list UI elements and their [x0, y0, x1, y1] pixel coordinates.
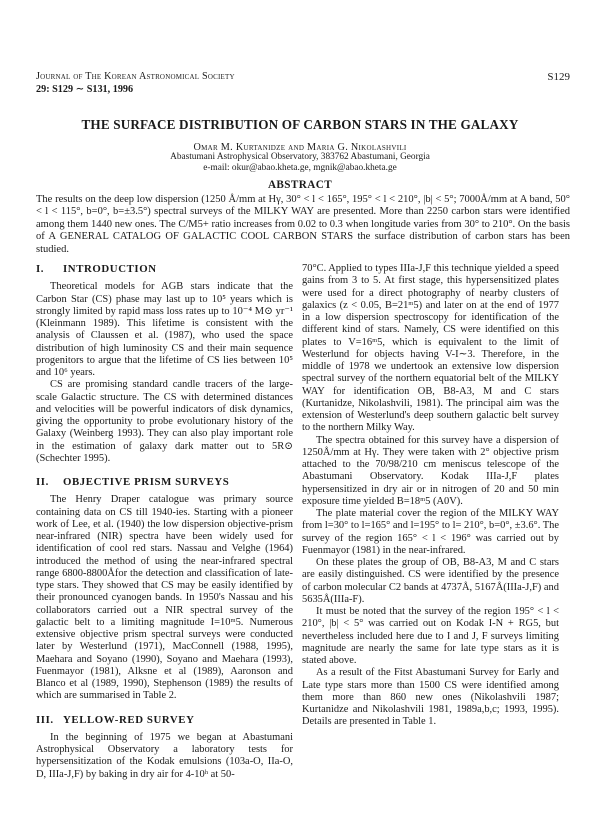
- abstract-text: The results on the deep low dispersion (1250 Å/mm at Hγ, 30° < l < 165°, 195° < l < 210°, |b| < 5°; 7000Å/mm at A band, 50° < l < 115°, b=0°, b=±3.5°) spectral surveys of the MILKY WAY are presented. More than 2250 carbon stars were identified among them 1440 new ones. The C/M5+ ratio increases from 0.02 to 0.3 when longitude varies from 30° to 210°. On the basis of A GENERAL CATALOG OF GALACTIC COOL CARBON STARS the surface distribution of carbon stars has been studied.: [36, 194, 570, 255]
- section-title: YELLOW-RED SURVEY: [63, 713, 195, 726]
- email: e-mail: okur@abao.kheta.ge, mgnik@abao.kheta.ge: [203, 162, 397, 173]
- section-title: OBJECTIVE PRISM SURVEYS: [63, 476, 230, 488]
- paragraph: As a result of the Fitst Abastumani Survey for Early and Late type stars more than 1500 CS were identified among them more than 860 new ones (Nikolashvili 1987; Kurtanidze and Nikolashvili 1981, 1989a,b,c; 1993, 1995). Details are presented in Table 1.: [302, 667, 559, 728]
- left-column: [36, 263, 293, 781]
- affiliation-block: [20, 152, 580, 173]
- paragraph: Theoretical models for AGB stars indicate that the Carbon Star (CS) phase may last up to 10⁵ years which is strongly limited by rapid mass loss rates up to 10⁻⁴ M⊙ yr⁻¹ (Kleinmann 1989). This lifetime is consistent with the analysis of Claussen et al. (1987), who used the space distribution of high luminosity CS and their main sequence progenitors to argue that the lifetime of CS lies between 10⁵ and 10⁶ years.: [36, 281, 293, 378]
- section-number: II.: [36, 476, 49, 488]
- paragraph: It must be noted that the survey of the region 195° < l < 210°, |b| < 5° was carried out on Kodak I-N + RG5, but nevertheless included here due to I and J, F surveys limiting magnitude are nearly the same for late type stars as it is stated above.: [302, 606, 559, 666]
- paragraph: On these plates the group of OB, B8-A3, M and C stars are easily distinguished. CS were identified by the presence of carbon molecular C2 bands at 4737Å, 5167Å(IIIa-J,F) and 5635Å(IIIa-F).: [302, 557, 559, 605]
- paragraph: 70°C. Applied to types IIIa-J,F this technique yielded a speed gains from 3 to 5. At first stage, this hypersensitized plates were used for a direct photography of nearby clusters of galaxics (z < 0.05, B=21ᵐ5) and later on at the end of 1977 in a low dispersion spectroscopy for identification of the different kind of stars. Namely, CS were identified on this plates to V=16ᵐ5, which is equivalent to the limit of Westerlund for objects having V-I∼3. Therefore, in the middle of 1978 we undertook an extensive low dispersion spectral survey of the northern equatorial belt of the MILKY WAY for identification OB, B8-A3, M and C stars (Kurtanidze, Nikolashvili, 1981). The principal aim was the extension of Westerlund's deep southern galactic belt survey to the northern Milky Way.: [302, 263, 559, 434]
- paragraph: In the beginning of 1975 we began at Abastumani Astrophysical Observatory a laboratory tests for hypersensitization of the Kodak emulsions (103a-O, IIa-O, D, IIIa-J,F) by baking in dry air for 4-10ʰ at 50-: [36, 731, 293, 780]
- page-number: S129: [547, 71, 570, 83]
- section-number: I.: [36, 263, 45, 275]
- right-column: [302, 263, 559, 729]
- section-heading-yellow-red-survey: [36, 714, 293, 726]
- paragraph: The Henry Draper catalogue was primary source containing data on CS till 1940-ies. Starting with a pioneer work of Lee, et al. (1940) the low dispersion objective-prism near-infrared (NIR) spectra have been widely used for identification of cool red stars. Nassau and Velghe (1964) introduced the method of using the near-infrared spectral range 6800-8800Åfor the detection and classification of late-type stars. They showed that CS may be easily identified by their pronounced cyanogen bands. In 1950's Nassau and his collaborators carried out a NIR spectral survey of the galactic belt to a limiting magnitude I=10ᵐ5. Numerous extensive objective prism spectral surveys were conducted later by Westerlund (1971), MacConnell (1988, 1995), Maehara and Soyano (1990), Soyano and Maehara (1993), Fuenmayor (1981), Alksne et al (1989), Aaronson and Blanco et al (1989, 1990), Stephenson (1989) the results of which are summarised in Table 2.: [36, 494, 293, 702]
- paragraph: CS are promising standard candle tracers of the large-scale Galactic structure. The CS with determined distances and velocities will be powerful indicators of disk dynamics, giving the opportunity to probe evolutionary history of the Galaxy (Weinberg 1993). They can also play important role in the estimation of galaxy dark matter out to 5R⊙ (Schechter 1995).: [36, 379, 293, 464]
- journal-header: [36, 71, 570, 96]
- paper-authors: Omar M. Kurtanidze and Maria G. Nikolashvili: [193, 142, 407, 153]
- paragraph: The spectra obtained for this survey have a dispersion of 1250Å/mm at Hγ. They were taken with 2° objective prism attached to the 70/98/210 cm meniscus telescope of the Abastumani Observatory. Kodak IIIa-J,F plates hypersensitized in dry air or in nitrogen of 20 and 50 min exposure time yielded B=18ᵐ5 (A0V).: [302, 434, 559, 507]
- paragraph: The plate material cover the region of the MILKY WAY from l=30° to l=165° and l=195° to l= 210°, b=0°, ±3.6°. The survey of the region 165° < l < 196° was carried out by Fuenmayor (1981) in the near-infrared.: [302, 508, 559, 556]
- section-heading-introduction: [36, 263, 293, 275]
- affiliation: Abastumani Astrophysical Observatory, 383762 Abastumani, Georgia: [170, 152, 430, 162]
- section-number: III.: [36, 713, 54, 726]
- journal-volume: [36, 84, 570, 97]
- paper-title: THE SURFACE DISTRIBUTION OF CARBON STARS IN THE GALAXY: [81, 117, 519, 132]
- journal-name: Journal of The Korean Astronomical Society: [36, 71, 235, 82]
- section-title: INTRODUCTION: [63, 263, 157, 275]
- abstract-heading: ABSTRACT: [267, 179, 333, 191]
- journal-volume-text: 29: S129 ∼ S131, 1996: [36, 83, 134, 95]
- section-heading-objective-prism-surveys: [36, 476, 293, 488]
